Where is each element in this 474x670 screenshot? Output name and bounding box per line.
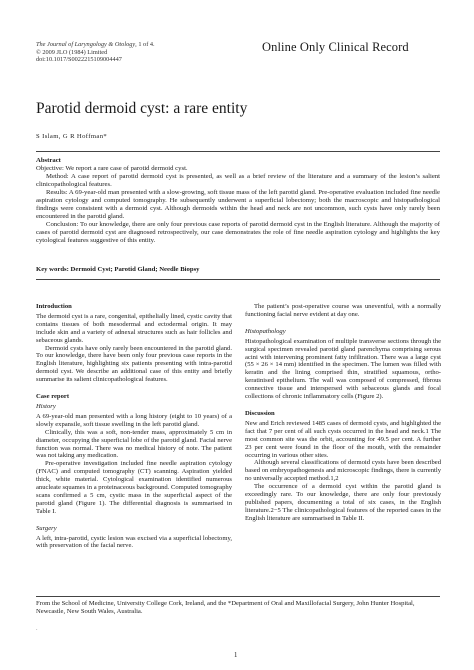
- abstract-results: Results: A 69-year-old man presented with a slow-growing, soft tissue mass of the left parotid gland. Pre-operative evaluation included fine needle aspiration cytology and computed tomography. He subsequently underwent a superficial lobectomy; both the macroscopic and histopathological findings were consistent with a dermoid cyst. Although dermoids within the head and neck are not uncommon, such cysts have only rarely been encountered in the parotid gland.: [36, 189, 440, 220]
- discussion-heading: Discussion: [245, 409, 275, 417]
- abstract-objective: Objective: We report a rare case of parotid dermoid cyst.: [36, 165, 188, 172]
- histopathology-heading: Histopathology: [245, 327, 286, 335]
- page-number: 1: [234, 652, 238, 659]
- doi-line: doi:10.1017/S0022215109004447: [36, 56, 122, 64]
- history-paragraph-2: Clinically, this was a soft, non-tender mass, approximately 5 cm in diameter, occupying the superficial lobe of the parotid gland. Facial nerve function was normal. There was no medical history of note. The patient was not taking any medication.: [36, 428, 232, 460]
- article-authors: S Islam, G R Hoffman*: [36, 133, 108, 140]
- journal-name: The Journal of Laryngology & Otology: [36, 41, 136, 48]
- surgery-heading: Surgery: [36, 524, 57, 532]
- case-report-heading: Case report: [36, 393, 70, 401]
- intro-paragraph-1: The dermoid cyst is a rare, congenital, epithelially lined, cystic cavity that contains tissues of both mesodermal and ectodermal origin. It may include skin and a variety of adnexal structures such as hair follicles and sebaceous glands.: [36, 312, 232, 344]
- footnote-marker: ·: [36, 628, 38, 633]
- record-type-label: Online Only Clinical Record: [262, 40, 409, 54]
- abstract-block: [36, 157, 440, 245]
- histopathology-paragraph: Histopathological examination of multiple transverse sections through the surgical specimen revealed parotid gland parenchyma comprising serous acini with intervening prominent fatty infiltration. There was a large cyst (55 × 26 × 14 mm) identified in the specimen. The lumen was filled with keratin and the lining comprised thin, stratified squamous, ortho-keratinised epithelium. The wall was composed of compressed, fibrous connective tissue and interspersed with sebaceous glands and focal collections of chronic inflammatory cells (Figure 2).: [245, 337, 441, 401]
- history-paragraph-3: Pre-operative investigation included fine needle aspiration cytology (FNAC) and computed tomography (CT) scanning. Aspiration yielded thick, white material. Cytological examination identified numerous anucleate squames in a proteinaceous background. Computed tomography scans confirmed a 5 cm, cystic mass in the superficial aspect of the parotid gland (Figure 1). The differential diagnosis is summarised in Table I.: [36, 460, 232, 515]
- intro-paragraph-2: Dermoid cysts have only rarely been encountered in the parotid gland. To our knowledge, there have been only four previous case reports in the English literature, highlighting six patients presenting with intra-parotid dermoid cyst. We describe an additional case of this entity and briefly summarise its salient clinicopathological features.: [36, 344, 232, 384]
- abstract-method: Method: A case report of parotid dermoid cyst is presented, as well as a brief review of the literature and a summary of the lesion’s salient clinicopathological features.: [36, 173, 440, 188]
- discussion-paragraph-1: New and Erich reviewed 1485 cases of dermoid cysts, and highlighted the fact that 7 per cent of all such cysts occurred in the head and neck.1 The most common site was the orbit, accounting for 49.5 per cent. A further 23 per cent were found in the floor of the mouth, with the remainder occurring in various other sites.: [245, 419, 441, 459]
- journal-name-line: [36, 41, 246, 49]
- journal-citation: [36, 41, 246, 64]
- left-column: [36, 303, 232, 550]
- footnote-rule: [36, 596, 440, 597]
- affiliation-footnote: From the School of Medicine, University College Cork, Ireland, and the *Department of Oral and Maxillofacial Surgery, John Hunter Hospital, Newcastle, New South Wales, Australia.: [36, 600, 415, 616]
- discussion-paragraph-3: The occurrence of a dermoid cyst within the parotid gland is exceedingly rare. To our knowledge, there are only four previously published papers, documenting a total of six cases, in the English literature.2−5 The clinicopathological features of the reported cases in the English literature are summarised in Table II.: [245, 483, 441, 522]
- introduction-heading: Introduction: [36, 303, 72, 310]
- article-title: Parotid dermoid cyst: a rare entity: [36, 100, 248, 117]
- keywords-line: Key words: Dermoid Cyst; Parotid Gland; Needle Biopsy: [36, 266, 200, 273]
- abstract-conclusion: Conclusion: To our knowledge, there are only four previous case reports of parotid dermoid cyst in the English literature. Although the majority of cases of parotid dermoid cyst are diagnosed retrospectively, our case demonstrates the role of fine needle aspiration cytology and highlights the key cytological features suggestive of this entity.: [36, 221, 440, 244]
- surgery-paragraph-1: A left, intra-parotid, cystic lesion was excised via a superficial lobectomy, with preservation of the facial nerve.: [36, 534, 232, 550]
- right-column: [245, 303, 441, 523]
- copyright-line: © 2009 JLO (1984) Limited: [36, 48, 108, 56]
- history-paragraph-1: A 69-year-old man presented with a long history (eight to 10 years) of a slowly expansile, soft tissue swelling in the left parotid gland.: [36, 412, 232, 428]
- abstract-top-rule: [36, 151, 440, 152]
- abstract-bottom-rule: [36, 279, 440, 280]
- abstract-heading: Abstract: [36, 157, 61, 164]
- discussion-paragraph-2: Although several classifications of dermoid cysts have been described based on embryopathogenesis and microscopic findings, there is currently no universally accepted method.1,2: [245, 459, 441, 483]
- history-heading: History: [36, 402, 56, 410]
- journal-issue: , 1 of 4.: [135, 41, 155, 48]
- surgery-paragraph-2: The patient’s post-operative course was uneventful, with a normally functioning facial nerve evident at day one.: [245, 303, 441, 318]
